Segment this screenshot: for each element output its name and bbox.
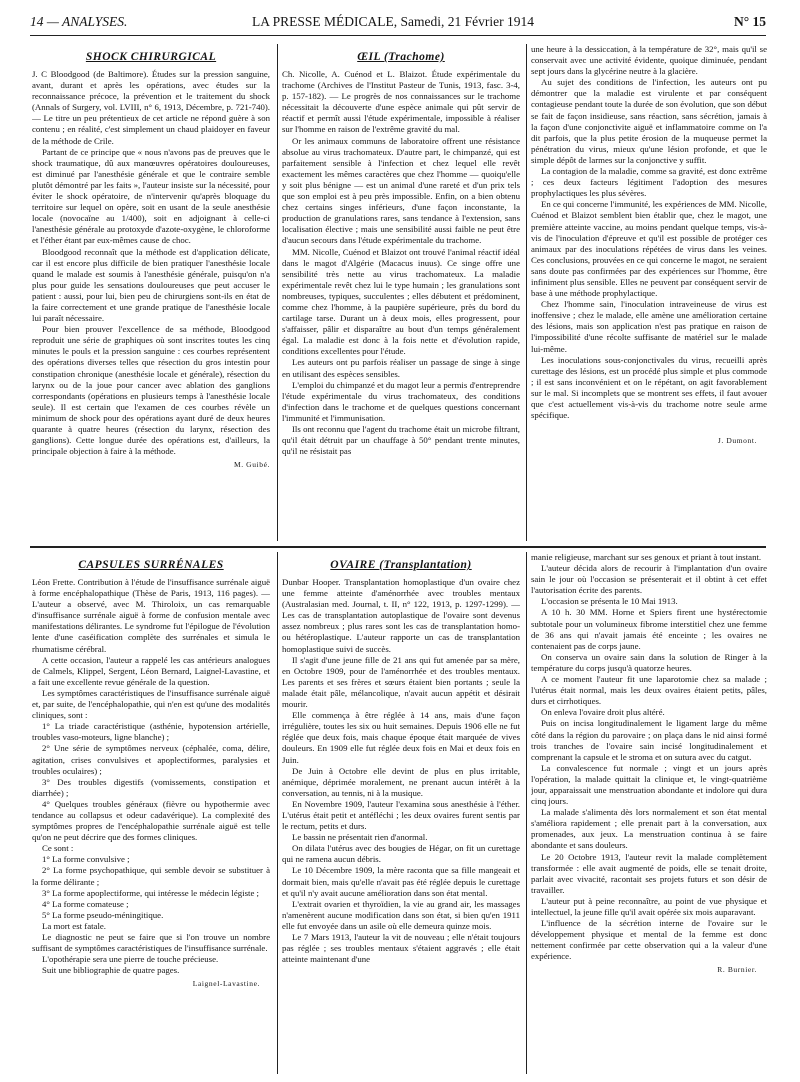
section-title: CAPSULES SURRÉNALES	[78, 559, 224, 571]
author-signature: M. Guibé.	[233, 460, 270, 470]
paragraph: On enleva l'ovaire droit plus altéré.	[541, 707, 665, 718]
paragraph: Au sujet des conditions de l'infection, les auteurs ont pu démontrer que la maladie est virulente et par conséquent contagieuse pendant toute la durée de son évolution, que son début se fait de façon insidieuse, sans réaction, sans sécrétion, jamais à la façon d'une conjonctivite aiguë et inflammatoire comme on l'a dit parfois, que la plus petite érosion de la muqueuse permet la pénétration du virus, mieux qu'une lésion profonde, et que le simple dépôt de larmes sur la conjonctive y suffit.	[531, 77, 767, 165]
list-item: 1° La triade caractéristique (asthénie, hypotension artérielle, troubles vaso-moteurs, ligne blanche) ;	[32, 721, 270, 743]
paragraph: En ce qui concerne l'immunité, les expériences de MM. Nicolle, Cuénod et Blaizot semblent bien établir que, chez le magot, une première atteinte vaccine, au moins pendant quelque temps, vis-à-vis de l'inoculation d'épreuve et qu'il est possible de protéger ces animaux par des inoculations répétées de virus dans les veines. Ces conclusions, prouvées en ce qui concerne le magot, ne seraient sans doute pas confirmées par des expériences sur l'homme, être infiniment plus sensible. Elles ne peuvent par conséquent servir de base à une méthode prophylactique.	[531, 199, 767, 299]
list-item: 5° La forme pseudo-méningitique.	[42, 909, 164, 920]
paragraph: Puis on incisa longitudinalement le ligament large du même côté dans la région du parovaire ; on plaça dans le nid ainsi formé trois tranches de l'ovaire sain incisé longitudinalement et comprenant la capsule et le stroma et on sutura avec du catgut.	[531, 718, 767, 762]
article-trachome-continued	[531, 44, 767, 542]
paragraph: La mort est fatale.	[42, 920, 106, 931]
paragraph: Ils ont reconnu que l'agent du trachome était un microbe filtrant, qu'il était détruit par un chauffage à 50° pendant trente minutes, qu'il ne résistait pas	[282, 424, 520, 457]
paragraph: Pour bien prouver l'excellence de sa méthode, Bloodgood reproduit une série de graphiques où sont inscrites toutes les cinq minutes le pouls et la pression sanguine : ces courbes représentent des opérations diverses telles que résection du gros intestin pour constipation chronique (anesthésie locale et générale), résection du larynx ou de la joue pour cancer avec ablation des ganglions correspondants (opérations en plusieurs temps à l'anesthésie locale seule). Il est certain que l'examen de ces courbes révèle un minimum de shock pour des opérations ayant duré de deux heures quarante à quatre heures (résection du larynx, résection des ganglions). Cette longue durée des opérations est, d'ailleurs, la principale objection à faire à la méthode.	[32, 324, 270, 457]
article-capsules-surrenales	[32, 558, 270, 1078]
paragraph: Le 7 Mars 1913, l'auteur la vit de nouveau ; elle n'était toujours pas réglée ; ses troubles mentaux s'étaient aggravés ; elle était atteinte maintenant d'une	[282, 932, 520, 965]
list-item: 1° La forme convulsive ;	[42, 854, 130, 865]
section-divider-rule	[30, 546, 766, 548]
paragraph: Le 20 Octobre 1913, l'auteur revit la malade complètement transformée : elle avait augmenté de poids, elle se tenait droite, parlait avec vivacité, racontait ses projets futurs et son désir de travailler.	[531, 851, 767, 895]
paragraph: Les inoculations sous-conjonctivales du virus, recueilli après curettage des lésions, est un procédé plus simple et plus commode ; il est sans inconvénient et on le répétant, on agit favorablement sur le mal. Si incomplets que se montrent ses effets, il faut avouer que c'est actuellement vis-à-vis du trachome notre seule arme spécifique.	[531, 354, 767, 421]
page-number-section: 14 — ANALYSES.	[30, 14, 128, 29]
column-divider	[526, 44, 527, 541]
article-reference: Ch. Nicolle, A. Cuénod et L. Blaizot. Étude expérimentale du trachome (Archives de l'Institut Pasteur de Tunis, 1913, fasc. 3-4, p. 157-182). — Le progrès de nos connaissances sur le trachome nécessitait la découverte d'une espèce animale qui pût servir de réactif et permît aussi l'étude expérimentale, impossible à réaliser sur l'homme en raison de l'extrême gravité du mal.	[282, 69, 520, 135]
paragraph: La contagion de la maladie, comme sa gravité, est donc extrême ; ces deux facteurs légitiment l'adoption des mesures prophylactiques les plus sévères.	[531, 166, 767, 199]
paragraph: L'auteur décida alors de recourir à l'implantation d'un ovaire sain le jour où l'occasion se présenterait et il obtint à cet effet l'autorisation écrite des parents.	[531, 563, 767, 596]
paragraph: L'occasion se présenta le 10 Mai 1913.	[541, 596, 678, 607]
article-ovaire-transplantation	[282, 558, 520, 1078]
list-item: 2° La forme psychopathique, qui semble devoir se substituer à la forme délirante ;	[32, 865, 270, 887]
paragraph: Le diagnostic ne peut se faire que si l'on trouve un nombre suffisant de symptômes caractéristiques de l'insuffisance surrénale.	[32, 932, 270, 954]
article-reference: Dunbar Hooper. Transplantation homoplastique d'un ovaire chez une femme atteinte d'aménorrhée avec troubles mentaux (Australasian med. Journal, t. II, n° 122, 1913, p. 1297-1299). — Les cas de transplantation autoplastique de l'ovaire sont devenus assez nombreux ; plus rares sont les cas de transplantation homo- ou hétéroplastique. L'auteur rapporte un cas de transplantation homoplastique suivi de succès.	[282, 577, 520, 654]
paragraph: A cette occasion, l'auteur a rappelé les cas antérieurs analogues de Calmels, Klippel, Sergent, Léon Bernard, Laignel-Lavastine, et a fait une excellente revue générale de la question.	[32, 654, 270, 687]
author-signature: J. Dumont.	[717, 436, 757, 446]
running-header	[30, 14, 766, 36]
paragraph: Il s'agit d'une jeune fille de 21 ans qui fut amenée par sa mère, en Octobre 1909, pour de l'aménorrhée et des troubles mentaux. Les parents et ses frères et sœurs étaient bien portants ; seule la malade était pâle, mélancolique, n'avait aucun appétit et désirait mourir.	[282, 654, 520, 710]
paragraph: Ce sont :	[42, 843, 74, 854]
paragraph: On conserva un ovaire sain dans la solution de Ringer à la température du corps jusqu'à quatorze heures.	[531, 651, 767, 673]
paragraph: La convalescence fut normale ; vingt et un jours après l'opération, la malade quittait la clinique et, le vingt-quatrième jour, apparaissait une menstruation abondante et indolore qui dura cinq jours.	[531, 762, 767, 807]
column-divider	[277, 552, 278, 1074]
paragraph: A 10 h. 30 MM. Horne et Spiers firent une hystérectomie subtotale pour un volumineux fibrome interstitiel chez une femme de 36 ans qui n'avait jamais été enceinte ; les ovaires ne contenaient pas de corps jaune.	[531, 607, 767, 651]
paragraph: A ce moment l'auteur fit une laparotomie chez sa malade ; l'utérus était normal, mais les deux ovaires étaient petits, pâles, durs et cirrhotiques.	[531, 674, 767, 707]
author-signature: Laignel-Lavastine.	[192, 979, 260, 989]
section-title: SHOCK CHIRURGICAL	[85, 51, 217, 63]
list-item: 3° La forme apoplectiforme, qui intéresse le médecin légiste ;	[42, 887, 260, 898]
header-rule	[30, 35, 766, 36]
paragraph: La malade s'alimenta dès lors normalement et son état mental s'améliora rapidement ; elle prenait part à la conversation, aux promenades, aux jeux. La menstruation continua à se faire abondante et sans douleurs.	[531, 807, 767, 851]
list-item: 4° Quelques troubles généraux (fièvre ou hypothermie avec tendance au collapsus et odeur cadavérique). La complexité des symptômes propres de l'encéphalopathie surrénale aiguë est telle qu'on ne peut décrire que des formes cliniques.	[32, 798, 270, 843]
paragraph: L'extrait ovarien et thyroïdien, la vie au grand air, les massages n'amenèrent aucune modification dans son état, si bien qu'en 1911 elle fut envoyée dans un asile où elle demeura quinze mois.	[282, 898, 520, 931]
author-signature: R. Burnier.	[717, 965, 757, 975]
paragraph: L'emploi du chimpanzé et du magot leur a permis d'entreprendre l'étude expérimentale du virus trachomateux, des conditions d'infection dans le trachome et de quelques questions concernant l'immunité et l'immunisation.	[282, 379, 520, 423]
journal-title-date: LA PRESSE MÉDICALE, Samedi, 21 Février 1914	[252, 14, 534, 29]
article-shock-chirurgical	[32, 50, 270, 542]
column-divider	[277, 44, 278, 541]
paragraph: Bloodgood reconnaît que la méthode est d'application délicate, car il est encore plus difficile de bien pratiquer l'anesthésie locale quand le malade est soumis à l'anesthésie générale, puisqu'on n'a plus pour guide les sensations douloureuses que peut accuser le patient : aussi, pour lui, bien peu de chirurgiens sont-ils en état de la faire correctement et une grande pratique de l'anesthésie locale lui paraît nécessaire.	[32, 246, 270, 324]
article-oeil-trachome	[282, 50, 520, 542]
paragraph: On dilata l'utérus avec des bougies de Hégar, on fit un curettage qui ne ramena aucun débris.	[282, 843, 520, 865]
paragraph: Partant de ce principe que « nous n'avons pas de preuves que le shock traumatique, dû aux manœuvres opératoires douloureuses, est diminué par l'anesthésie générale et que le contraire semble plutôt démontré par les faits », l'auteur insiste sur la nécessité, pour éviter le shock opératoire, de n'intervenir qu'après bloquage du territoire sur lequel on opère, soit en usant de la seule anesthésie locale (novocaïne au 1/400), soit en adjoignant à celle-ci l'anesthésie générale au protoxyde d'azote-oxygène, le chloroforme et l'éther étant par eux-mêmes cause de choc.	[32, 146, 270, 246]
paragraph: L'influence de la sécrétion interne de l'ovaire sur le développement physique et mental de la femme est donc nettement confirmée par cette observation qui a la valeur d'une expérience.	[531, 918, 767, 962]
section-title: ŒIL (Trachome)	[357, 51, 445, 63]
column-divider	[526, 552, 527, 1074]
article-reference: Léon Frette. Contribution à l'étude de l'insuffisance surrénale aiguë à forme encéphalopathique (Thèse de Paris, 1913, 116 pages). — L'auteur a observé, avec M. Thiroloix, un cas remarquable d'insuffisance surrénale aiguë à forme de confusion mentale avec manifestations délirantes. Le syndrome fut l'épilogue de l'évolution lente d'une caséification complète des surrénales et simula le rhumatisme cérébral.	[32, 577, 270, 654]
paragraph: MM. Nicolle, Cuénod et Blaizot ont trouvé l'animal réactif idéal dans le magot d'Algérie (Macacus inuus). Ce singe offre une sensibilité très nette au virus trachomateux. La maladie expérimentale revêt chez lui le type humain ; les granulations sont nombreuses, typiques, succulentes ; elles débutent et prédominent, comme chez l'homme, à la paupière supérieure, près du bord du cartilage tarse. Durant un à deux mois, elles progressent, pour s'affaisser, pâlir et disparaître au bout d'un temps généralement égal. La maladie est donc à la fois nette et d'évolution rapide, conditions excellentes pour l'étude.	[282, 246, 520, 357]
article-ovaire-continued	[531, 552, 767, 1078]
issue-number: N° 15	[733, 14, 766, 29]
paragraph: Le 10 Décembre 1909, la mère raconta que sa fille mangeait et dormait bien, mais qu'elle n'avait pas été réglée depuis le curettage et qu'il n'y avait aucune amélioration dans son état mental.	[282, 865, 520, 898]
article-reference: J. C Bloodgood (de Baltimore). Études sur la pression sanguine, avant, durant et après les opérations, avec études sur la reconnaissance précoce, la prévention et le traitement du shock (Annals of Surgery, vol. LVIII, n° 6, 1913, Décembre, p. 721-740). — Le titre un peu prétentieux de cet article ne répond guère à son contenu ; en réalité, c'est simplement un chaud plaidoyer en faveur de la méthode de Crile.	[32, 69, 270, 146]
list-item: 2° Une série de symptômes nerveux (céphalée, coma, délire, agitation, crises convulsives et apoplectiformes, paralysies et troubles oculaires) ;	[32, 743, 270, 776]
paragraph: Les symptômes caractéristiques de l'insuffisance surrénale aiguë et, par suite, de l'encéphalopathie, qui n'en est qu'une des modalités cliniques, sont :	[32, 687, 270, 721]
paragraph: Chez l'homme sain, l'inoculation intraveineuse de virus est inoffensive ; chez le malade, elle amène une amélioration certaine des lésions, mais son application n'est pas pratique en raison de l'impossibilité d'une récolte suffisante de matériel sur le malade lui-même.	[531, 299, 767, 354]
paragraph: une heure à la dessiccation, à la température de 32°, mais qu'il se conservait avec une activité évidente, quoique diminuée, pendant sept jours dans la glycérine neutre à la glacière.	[531, 44, 767, 77]
paragraph: En Novembre 1909, l'auteur l'examina sous anesthésie à l'éther. L'utérus était petit et antéfléchi ; les deux ovaires furent sentis par le rectum, petits et durs.	[282, 798, 520, 832]
paragraph: De Juin à Octobre elle devint de plus en plus irritable, anémique, déprimée moralement, ne prenant aucun intérêt à la conversation, au tennis, ni à la musique.	[282, 765, 520, 798]
section-title: OVAIRE (Transplantation)	[330, 559, 472, 571]
paragraph: Les auteurs ont pu parfois réaliser un passage de singe à singe en utilisant des espèces sensibles.	[282, 357, 520, 379]
paragraph: L'auteur put à peine reconnaître, au point de vue physique et intellectuel, la jeune fille qu'il avait opérée six mois auparavant.	[531, 895, 767, 917]
paragraph: Elle commença à être réglée à 14 ans, mais d'une façon irrégulière, toutes les six ou huit semaines. Depuis 1906 elle ne fut réglée que deux fois, mais chaque époque était marquée de vives douleurs. En 1909 elle fut réglée deux fois en Mai et deux fois en Juin.	[282, 710, 520, 765]
list-item: 4° La forme comateuse ;	[42, 898, 129, 909]
list-item: 3° Des troubles digestifs (vomissements, constipation et diarrhée) ;	[32, 776, 270, 798]
paragraph: manie religieuse, marchant sur ses genoux et priant à tout instant.	[531, 552, 762, 562]
paragraph: Suit une bibliographie de quatre pages.	[42, 965, 180, 976]
paragraph: Le bassin ne présentait rien d'anormal.	[292, 832, 428, 843]
paragraph: L'opothérapie sera une pierre de touche précieuse.	[42, 954, 219, 965]
paragraph: Or les animaux communs de laboratoire offrent une résistance absolue au virus trachomateux. D'autre part, le chimpanzé, qui est parfaitement sensible à l'infection et chez lequel elle revêt exactement les mêmes caractères que chez l'homme — quoiqu'elle y soit plus bénigne — est un animal d'une rareté et d'un prix tels que son emploi est à peu près impossible. Enfin, on a bien obtenu chez certains singes inférieurs, d'une façon inconstante, la production de granulations rares, sans tendance à l'extension, sans localisation élective ; mais une sensibilité aussi faible ne peut être d'aucun secours dans l'étude expérimentale du trachome.	[282, 135, 520, 246]
